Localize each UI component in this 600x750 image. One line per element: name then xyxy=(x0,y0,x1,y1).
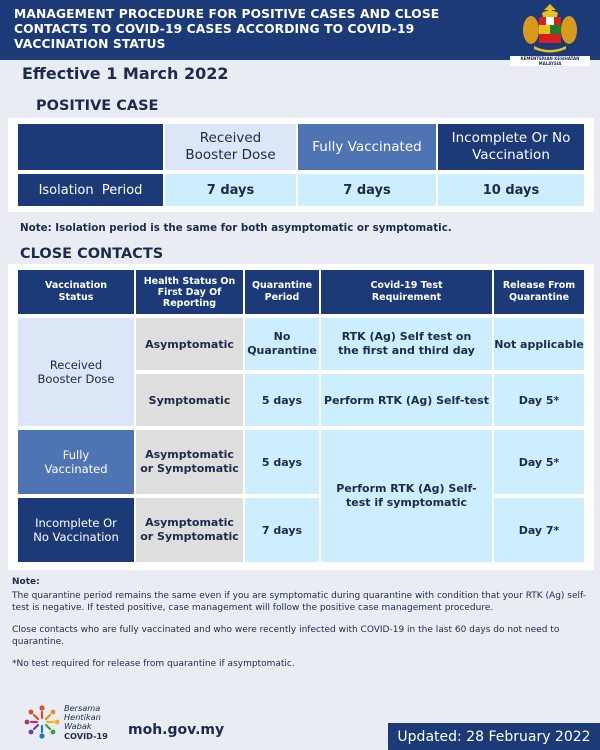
positive-header-fully: Fully Vaccinated xyxy=(298,124,436,170)
campaign-line-2: Hentikan xyxy=(64,712,101,723)
campaign-line-1: Bersama xyxy=(64,703,101,713)
cc-status-booster: Received Booster Dose xyxy=(18,318,134,426)
cc-booster-sym-period: 5 days xyxy=(245,374,319,426)
cc-booster-asym-health: Asymptomatic xyxy=(136,318,243,370)
positive-header-booster: Received Booster Dose xyxy=(165,124,296,170)
isolation-fully: 7 days xyxy=(298,174,436,206)
cc-fully-health: Asymptomatic or Symptomatic xyxy=(136,430,243,494)
isolation-period-label: Isolation Period xyxy=(18,174,163,206)
campaign-line-3: Wabak xyxy=(64,721,92,732)
cc-booster-asym-release: Not applicable xyxy=(494,318,584,370)
positive-case-note: Note: Isolation period is the same for both asymptomatic or symptomatic. xyxy=(20,222,452,234)
cc-merged-test: Perform RTK (Ag) Self-test if symptomatic xyxy=(321,430,492,562)
close-contacts-table xyxy=(8,264,594,570)
cc-status-incomplete: Incomplete Or No Vaccination xyxy=(18,498,134,562)
positive-case-table xyxy=(8,118,594,212)
notes-label: Note: xyxy=(12,577,40,587)
effective-date: Effective 1 March 2022 xyxy=(22,64,229,83)
cc-fully-period: 5 days xyxy=(245,430,319,494)
isolation-booster: 7 days xyxy=(165,174,296,206)
campaign-line-4: COVID-19 xyxy=(64,730,108,741)
ministry-name: KEMENTERIAN KESIHATAN MALAYSIA xyxy=(510,56,590,66)
cc-booster-sym-health: Symptomatic xyxy=(136,374,243,426)
cc-incomplete-release: Day 7* xyxy=(494,498,584,562)
campaign-logo-icon xyxy=(22,704,62,740)
cc-fully-release: Day 5* xyxy=(494,430,584,494)
cc-incomplete-health: Asymptomatic or Symptomatic xyxy=(136,498,243,562)
notes-p2: Close contacts who are fully vaccinated and who were recently infected with COVID-19 in the last 60 days do not need to quarantine. xyxy=(12,625,560,647)
cc-incomplete-period: 7 days xyxy=(245,498,319,562)
cc-status-fully: Fully Vaccinated xyxy=(18,430,134,494)
cc-booster-sym-test: Perform RTK (Ag) Self-test xyxy=(321,374,492,426)
cc-booster-sym-release: Day 5* xyxy=(494,374,584,426)
positive-header-empty xyxy=(18,124,163,170)
notes-section xyxy=(12,576,592,670)
cc-header-health: Health Status On First Day Of Reporting xyxy=(136,270,243,314)
website-link[interactable]: moh.gov.my xyxy=(128,722,225,738)
close-contacts-title: CLOSE CONTACTS xyxy=(20,246,164,262)
cc-booster-asym-test: RTK (Ag) Self test on the first and third day xyxy=(321,318,492,370)
cc-header-vaccination: Vaccination Status xyxy=(18,270,134,314)
updated-date: Updated: 28 February 2022 xyxy=(388,723,600,750)
isolation-incomplete: 10 days xyxy=(438,174,584,206)
notes-p3: *No test required for release from quarantine if asymptomatic. xyxy=(12,659,295,669)
page-title: MANAGEMENT PROCEDURE FOR POSITIVE CASES AND CLOSE CONTACTS TO COVID-19 CASES ACCORDING TO COVID-19 VACCINATION STATUS xyxy=(14,7,440,51)
cc-header-quarantine: Quarantine Period xyxy=(245,270,319,314)
coat-of-arms-icon xyxy=(520,2,580,56)
cc-header-test: Covid-19 Test Requirement xyxy=(321,270,492,314)
notes-p1: The quarantine period remains the same even if you are symptomatic during quarantine with condition that your RTK (Ag) self-test is negative. If tested positive, case management will follow the positive case management procedure. xyxy=(12,591,586,613)
campaign-slogan xyxy=(64,704,108,741)
ministry-emblem xyxy=(510,2,590,66)
positive-case-title: POSITIVE CASE xyxy=(36,98,159,114)
cc-header-release: Release From Quarantine xyxy=(494,270,584,314)
cc-booster-asym-period: No Quarantine xyxy=(245,318,319,370)
positive-header-incomplete: Incomplete Or No Vaccination xyxy=(438,124,584,170)
